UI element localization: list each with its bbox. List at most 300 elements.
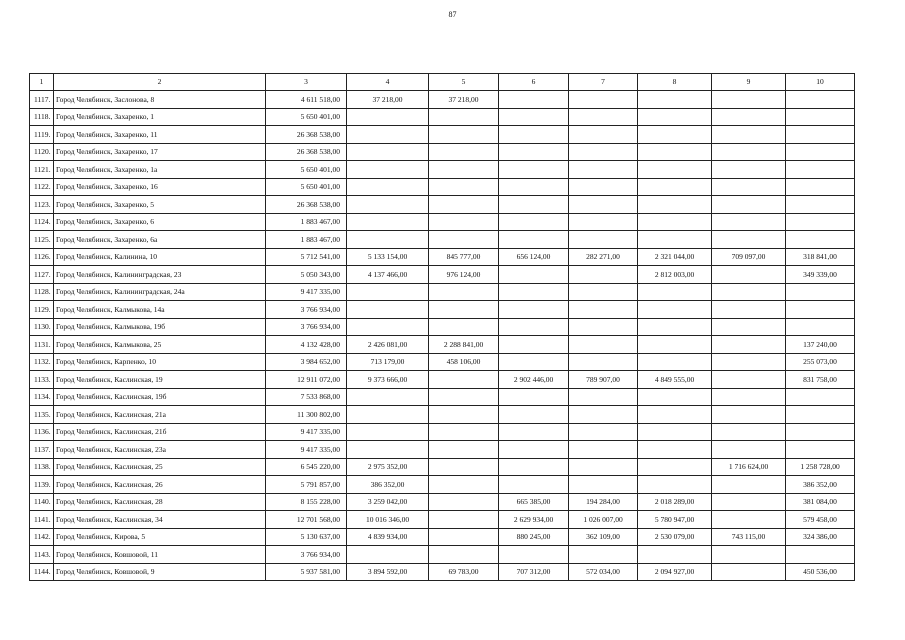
value-cell — [499, 476, 569, 494]
value-cell — [429, 318, 499, 336]
value-cell: 7 533 868,00 — [266, 388, 347, 406]
value-cell: 3 984 652,00 — [266, 353, 347, 371]
row-number: 1121. — [30, 161, 54, 179]
value-cell — [786, 196, 855, 214]
value-cell — [569, 283, 638, 301]
value-cell — [712, 546, 786, 564]
table-row — [30, 406, 855, 424]
value-cell: 579 458,00 — [786, 511, 855, 529]
value-cell: 5 937 581,00 — [266, 563, 347, 581]
value-cell — [347, 423, 429, 441]
value-cell: 4 611 518,00 — [266, 91, 347, 109]
value-cell — [499, 196, 569, 214]
value-cell — [347, 108, 429, 126]
address-cell: Город Челябинск, Захаренко, 1а — [54, 161, 266, 179]
value-cell — [712, 476, 786, 494]
value-cell — [569, 266, 638, 284]
value-cell — [499, 283, 569, 301]
value-cell — [429, 476, 499, 494]
value-cell — [712, 406, 786, 424]
row-number: 1133. — [30, 371, 54, 389]
value-cell: 2 530 079,00 — [638, 528, 712, 546]
table-row — [30, 231, 855, 249]
value-cell: 789 907,00 — [569, 371, 638, 389]
value-cell: 5 712 541,00 — [266, 248, 347, 266]
row-number: 1125. — [30, 231, 54, 249]
value-cell: 386 352,00 — [786, 476, 855, 494]
address-cell: Город Челябинск, Заслонова, 8 — [54, 91, 266, 109]
table-row — [30, 511, 855, 529]
value-cell — [786, 301, 855, 319]
address-cell: Город Челябинск, Калмыкова, 14а — [54, 301, 266, 319]
value-cell — [347, 178, 429, 196]
value-cell — [429, 301, 499, 319]
row-number: 1123. — [30, 196, 54, 214]
value-cell: 458 106,00 — [429, 353, 499, 371]
row-number: 1144. — [30, 563, 54, 581]
value-cell — [429, 511, 499, 529]
address-cell: Город Челябинск, Калмыкова, 25 — [54, 336, 266, 354]
value-cell — [569, 178, 638, 196]
value-cell — [712, 371, 786, 389]
address-cell: Город Челябинск, Каслинская, 26 — [54, 476, 266, 494]
row-number: 1126. — [30, 248, 54, 266]
value-cell: 137 240,00 — [786, 336, 855, 354]
value-cell — [712, 353, 786, 371]
value-cell — [712, 493, 786, 511]
address-cell: Город Челябинск, Каслинская, 21а — [54, 406, 266, 424]
value-cell: 2 426 081,00 — [347, 336, 429, 354]
value-cell — [569, 441, 638, 459]
value-cell — [786, 231, 855, 249]
value-cell — [638, 196, 712, 214]
value-cell — [638, 336, 712, 354]
address-cell: Город Челябинск, Захаренко, 17 — [54, 143, 266, 161]
value-cell: 713 179,00 — [347, 353, 429, 371]
value-cell — [569, 336, 638, 354]
value-cell — [347, 546, 429, 564]
value-cell — [638, 353, 712, 371]
value-cell: 743 115,00 — [712, 528, 786, 546]
value-cell — [712, 91, 786, 109]
value-cell: 3 766 934,00 — [266, 301, 347, 319]
row-number: 1124. — [30, 213, 54, 231]
column-header: 9 — [712, 74, 786, 91]
value-cell: 3 259 042,00 — [347, 493, 429, 511]
row-number: 1118. — [30, 108, 54, 126]
value-cell — [569, 231, 638, 249]
value-cell — [712, 563, 786, 581]
row-number: 1129. — [30, 301, 54, 319]
value-cell: 37 218,00 — [429, 91, 499, 109]
address-cell: Город Челябинск, Калининградская, 23 — [54, 266, 266, 284]
value-cell — [569, 91, 638, 109]
address-cell: Город Челябинск, Каслинская, 19б — [54, 388, 266, 406]
row-number: 1135. — [30, 406, 54, 424]
value-cell — [347, 213, 429, 231]
value-cell — [429, 196, 499, 214]
address-cell: Город Челябинск, Захаренко, 5 — [54, 196, 266, 214]
value-cell — [429, 528, 499, 546]
value-cell — [786, 423, 855, 441]
column-header: 5 — [429, 74, 499, 91]
value-cell — [347, 283, 429, 301]
column-header: 1 — [30, 74, 54, 91]
value-cell — [499, 353, 569, 371]
value-cell — [429, 108, 499, 126]
value-cell — [638, 283, 712, 301]
table-row — [30, 283, 855, 301]
value-cell — [429, 546, 499, 564]
value-cell — [712, 318, 786, 336]
address-cell: Город Челябинск, Каслинская, 21б — [54, 423, 266, 441]
value-cell — [638, 441, 712, 459]
column-header: 6 — [499, 74, 569, 91]
address-cell: Город Челябинск, Каслинская, 25 — [54, 458, 266, 476]
value-cell — [499, 266, 569, 284]
column-header: 10 — [786, 74, 855, 91]
value-cell: 572 034,00 — [569, 563, 638, 581]
value-cell: 2 629 934,00 — [499, 511, 569, 529]
value-cell: 2 094 927,00 — [638, 563, 712, 581]
value-cell — [786, 441, 855, 459]
table-row — [30, 248, 855, 266]
value-cell — [638, 231, 712, 249]
address-cell: Город Челябинск, Захаренко, 1 — [54, 108, 266, 126]
value-cell: 880 245,00 — [499, 528, 569, 546]
value-cell — [429, 143, 499, 161]
value-cell: 349 339,00 — [786, 266, 855, 284]
register-table — [29, 73, 855, 581]
value-cell — [638, 301, 712, 319]
value-cell — [429, 213, 499, 231]
value-cell — [569, 406, 638, 424]
row-number: 1131. — [30, 336, 54, 354]
value-cell — [429, 406, 499, 424]
value-cell — [429, 493, 499, 511]
value-cell — [429, 178, 499, 196]
value-cell — [429, 283, 499, 301]
value-cell — [786, 108, 855, 126]
value-cell: 450 536,00 — [786, 563, 855, 581]
value-cell — [499, 301, 569, 319]
table-row — [30, 336, 855, 354]
value-cell — [712, 213, 786, 231]
value-cell — [347, 143, 429, 161]
address-cell: Город Челябинск, Карпенко, 10 — [54, 353, 266, 371]
value-cell: 5 780 947,00 — [638, 511, 712, 529]
table-row — [30, 196, 855, 214]
value-cell — [786, 283, 855, 301]
value-cell: 709 097,00 — [712, 248, 786, 266]
value-cell — [638, 161, 712, 179]
value-cell — [638, 458, 712, 476]
table-row — [30, 266, 855, 284]
value-cell — [638, 423, 712, 441]
table-row — [30, 441, 855, 459]
value-cell — [786, 126, 855, 144]
row-number: 1128. — [30, 283, 54, 301]
row-number: 1120. — [30, 143, 54, 161]
address-cell: Город Челябинск, Каслинская, 34 — [54, 511, 266, 529]
row-number: 1132. — [30, 353, 54, 371]
value-cell — [347, 406, 429, 424]
table-row — [30, 301, 855, 319]
address-cell: Город Челябинск, Каслинская, 23а — [54, 441, 266, 459]
value-cell — [786, 161, 855, 179]
value-cell — [499, 423, 569, 441]
value-cell: 1 883 467,00 — [266, 213, 347, 231]
table-row — [30, 458, 855, 476]
value-cell — [638, 178, 712, 196]
column-header: 7 — [569, 74, 638, 91]
value-cell: 6 545 220,00 — [266, 458, 347, 476]
value-cell: 1 026 007,00 — [569, 511, 638, 529]
value-cell: 3 766 934,00 — [266, 546, 347, 564]
value-cell — [569, 161, 638, 179]
value-cell — [569, 318, 638, 336]
value-cell — [499, 91, 569, 109]
value-cell — [786, 388, 855, 406]
value-cell — [429, 423, 499, 441]
value-cell — [638, 213, 712, 231]
value-cell: 12 911 072,00 — [266, 371, 347, 389]
value-cell — [638, 126, 712, 144]
address-cell: Город Челябинск, Калининградская, 24а — [54, 283, 266, 301]
column-header: 3 — [266, 74, 347, 91]
row-number: 1141. — [30, 511, 54, 529]
value-cell: 5 650 401,00 — [266, 108, 347, 126]
value-cell: 10 016 346,00 — [347, 511, 429, 529]
page-number: 87 — [448, 10, 457, 19]
value-cell: 845 777,00 — [429, 248, 499, 266]
value-cell: 1 258 728,00 — [786, 458, 855, 476]
value-cell: 8 155 228,00 — [266, 493, 347, 511]
value-cell: 4 132 428,00 — [266, 336, 347, 354]
address-cell: Город Челябинск, Каслинская, 28 — [54, 493, 266, 511]
row-number: 1119. — [30, 126, 54, 144]
value-cell — [429, 161, 499, 179]
value-cell — [569, 388, 638, 406]
value-cell — [499, 441, 569, 459]
value-cell — [712, 178, 786, 196]
value-cell — [569, 143, 638, 161]
value-cell — [499, 406, 569, 424]
value-cell — [347, 126, 429, 144]
value-cell: 1 883 467,00 — [266, 231, 347, 249]
value-cell — [786, 143, 855, 161]
table-row — [30, 91, 855, 109]
value-cell: 2 018 289,00 — [638, 493, 712, 511]
value-cell — [429, 371, 499, 389]
value-cell — [347, 231, 429, 249]
value-cell: 976 124,00 — [429, 266, 499, 284]
address-cell: Город Челябинск, Ковшовой, 9 — [54, 563, 266, 581]
value-cell: 4 137 466,00 — [347, 266, 429, 284]
value-cell — [499, 546, 569, 564]
value-cell — [786, 318, 855, 336]
table-row — [30, 528, 855, 546]
value-cell: 656 124,00 — [499, 248, 569, 266]
value-cell: 3 894 592,00 — [347, 563, 429, 581]
value-cell: 665 385,00 — [499, 493, 569, 511]
table-row — [30, 493, 855, 511]
value-cell — [499, 388, 569, 406]
value-cell — [712, 388, 786, 406]
value-cell: 4 849 555,00 — [638, 371, 712, 389]
value-cell: 9 417 335,00 — [266, 441, 347, 459]
value-cell — [638, 318, 712, 336]
value-cell: 2 812 003,00 — [638, 266, 712, 284]
row-number: 1140. — [30, 493, 54, 511]
value-cell: 5 130 637,00 — [266, 528, 347, 546]
value-cell: 12 701 568,00 — [266, 511, 347, 529]
value-cell: 255 073,00 — [786, 353, 855, 371]
value-cell: 26 368 538,00 — [266, 143, 347, 161]
value-cell — [347, 161, 429, 179]
value-cell — [712, 301, 786, 319]
value-cell — [569, 108, 638, 126]
value-cell — [712, 266, 786, 284]
row-number: 1117. — [30, 91, 54, 109]
table-row — [30, 126, 855, 144]
value-cell: 9 417 335,00 — [266, 423, 347, 441]
row-number: 1122. — [30, 178, 54, 196]
value-cell — [786, 213, 855, 231]
address-cell: Город Челябинск, Ковшовой, 11 — [54, 546, 266, 564]
row-number: 1143. — [30, 546, 54, 564]
value-cell: 5 650 401,00 — [266, 161, 347, 179]
value-cell — [638, 476, 712, 494]
address-cell: Город Челябинск, Калмыкова, 19б — [54, 318, 266, 336]
value-cell — [429, 388, 499, 406]
value-cell: 11 300 802,00 — [266, 406, 347, 424]
value-cell: 2 288 841,00 — [429, 336, 499, 354]
value-cell: 362 109,00 — [569, 528, 638, 546]
value-cell: 26 368 538,00 — [266, 126, 347, 144]
value-cell — [499, 458, 569, 476]
address-cell: Город Челябинск, Кирова, 5 — [54, 528, 266, 546]
value-cell — [712, 126, 786, 144]
table-row — [30, 371, 855, 389]
value-cell: 324 386,00 — [786, 528, 855, 546]
value-cell — [499, 336, 569, 354]
row-number: 1130. — [30, 318, 54, 336]
value-cell — [499, 143, 569, 161]
value-cell — [712, 441, 786, 459]
value-cell — [569, 196, 638, 214]
value-cell — [347, 318, 429, 336]
value-cell: 5 133 154,00 — [347, 248, 429, 266]
value-cell: 2 902 446,00 — [499, 371, 569, 389]
value-cell — [569, 458, 638, 476]
column-header: 2 — [54, 74, 266, 91]
value-cell — [786, 178, 855, 196]
table-row — [30, 388, 855, 406]
value-cell — [638, 406, 712, 424]
row-number: 1134. — [30, 388, 54, 406]
value-cell — [638, 388, 712, 406]
value-cell: 9 417 335,00 — [266, 283, 347, 301]
row-number: 1139. — [30, 476, 54, 494]
value-cell — [347, 301, 429, 319]
value-cell — [429, 458, 499, 476]
table-row — [30, 318, 855, 336]
table-row — [30, 563, 855, 581]
value-cell — [786, 546, 855, 564]
address-cell: Город Челябинск, Калинина, 10 — [54, 248, 266, 266]
table-row — [30, 178, 855, 196]
value-cell: 2 975 352,00 — [347, 458, 429, 476]
value-cell: 2 321 044,00 — [638, 248, 712, 266]
address-cell: Город Челябинск, Захаренко, 6а — [54, 231, 266, 249]
value-cell: 831 758,00 — [786, 371, 855, 389]
value-cell — [499, 126, 569, 144]
value-cell — [499, 108, 569, 126]
value-cell — [712, 161, 786, 179]
table-row — [30, 108, 855, 126]
table-row — [30, 546, 855, 564]
value-cell: 5 791 857,00 — [266, 476, 347, 494]
address-cell: Город Челябинск, Захаренко, 6 — [54, 213, 266, 231]
value-cell: 5 050 343,00 — [266, 266, 347, 284]
value-cell — [569, 213, 638, 231]
value-cell: 26 368 538,00 — [266, 196, 347, 214]
value-cell — [712, 336, 786, 354]
value-cell — [638, 108, 712, 126]
value-cell: 282 271,00 — [569, 248, 638, 266]
value-cell — [712, 196, 786, 214]
value-cell: 9 373 666,00 — [347, 371, 429, 389]
address-cell: Город Челябинск, Каслинская, 19 — [54, 371, 266, 389]
value-cell — [786, 91, 855, 109]
table-row — [30, 143, 855, 161]
value-cell — [499, 178, 569, 196]
value-cell — [347, 388, 429, 406]
value-cell — [569, 301, 638, 319]
value-cell: 4 839 934,00 — [347, 528, 429, 546]
row-number: 1142. — [30, 528, 54, 546]
value-cell: 707 312,00 — [499, 563, 569, 581]
value-cell — [499, 318, 569, 336]
value-cell — [429, 126, 499, 144]
value-cell — [712, 231, 786, 249]
row-number: 1137. — [30, 441, 54, 459]
address-cell: Город Челябинск, Захаренко, 11 — [54, 126, 266, 144]
table-row — [30, 476, 855, 494]
value-cell — [347, 196, 429, 214]
value-cell — [569, 546, 638, 564]
row-number: 1136. — [30, 423, 54, 441]
value-cell — [712, 108, 786, 126]
value-cell — [712, 511, 786, 529]
header-row — [30, 74, 855, 91]
column-header: 4 — [347, 74, 429, 91]
value-cell — [712, 143, 786, 161]
row-number: 1127. — [30, 266, 54, 284]
value-cell — [429, 441, 499, 459]
value-cell: 37 218,00 — [347, 91, 429, 109]
value-cell — [569, 126, 638, 144]
value-cell — [786, 406, 855, 424]
address-cell: Город Челябинск, Захаренко, 16 — [54, 178, 266, 196]
value-cell — [499, 161, 569, 179]
value-cell — [569, 353, 638, 371]
value-cell: 381 084,00 — [786, 493, 855, 511]
table-row — [30, 161, 855, 179]
value-cell — [712, 283, 786, 301]
value-cell — [638, 143, 712, 161]
